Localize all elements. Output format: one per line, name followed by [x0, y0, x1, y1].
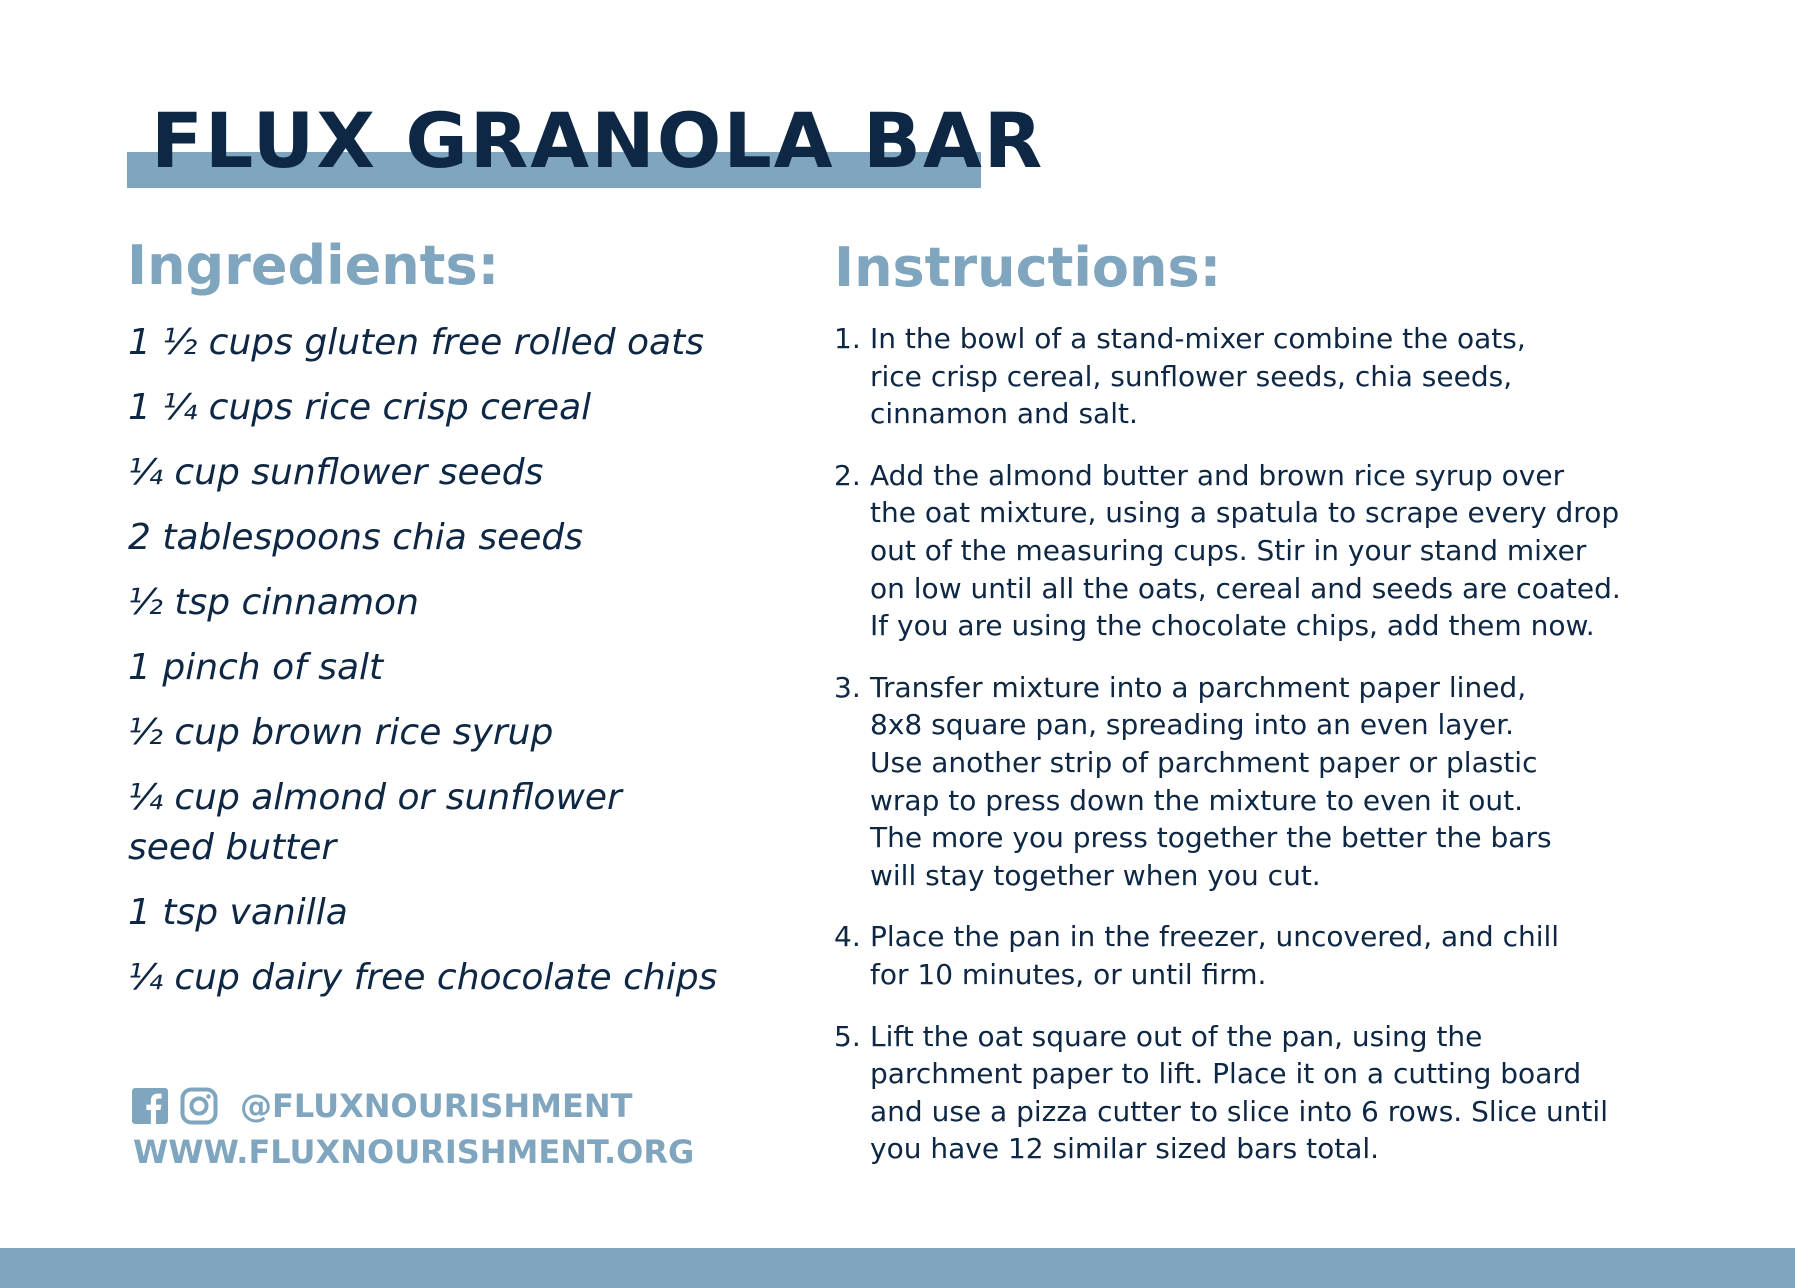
facebook-icon[interactable] [132, 1088, 168, 1124]
ingredient-item: 1 tsp vanilla [128, 892, 348, 933]
step-text: In the bowl of a stand-mixer combine the oats, rice crisp cereal, sunflower seeds, chia seeds, cinnamon and salt. [870, 322, 1526, 431]
ingredient-item: ¼ cup almond or sunflower seed butter [128, 777, 622, 868]
social-row [132, 1084, 632, 1128]
instagram-icon[interactable] [180, 1087, 218, 1125]
ingredient-item: 1 pinch of salt [128, 647, 384, 688]
step-text: Lift the oat square out of the pan, using the parchment paper to lift. Place it on a cutting board and use a pizza cutter to slice into 6 rows. Slice until you have 12 similar sized bars total. [870, 1019, 1608, 1166]
instruction-step [834, 1018, 1769, 1168]
instructions-heading: Instructions: [834, 236, 1222, 299]
title-block [127, 96, 1045, 190]
instruction-step [834, 918, 1769, 993]
footer-band [0, 1248, 1795, 1288]
ingredient-item: ¼ cup dairy free chocolate chips [128, 957, 718, 998]
social-handle[interactable]: @FLUXNOURISHMENT [240, 1087, 633, 1125]
ingredient-item: ¼ cup sunflower seeds [128, 452, 544, 493]
instruction-step [834, 320, 1769, 433]
instruction-step [834, 457, 1769, 645]
instruction-step [834, 669, 1769, 895]
ingredient-item: ½ cup brown rice syrup [128, 712, 554, 753]
ingredient-item: 1 ½ cups gluten free rolled oats [128, 322, 704, 363]
ingredient-item: ½ tsp cinnamon [128, 582, 419, 623]
step-number: 5. [834, 1019, 861, 1053]
instructions-list [834, 320, 1769, 1192]
step-text: Place the pan in the freezer, uncovered, and chill for 10 minutes, or until firm. [870, 920, 1560, 991]
ingredients-heading: Ingredients: [127, 234, 500, 297]
ingredients-list [128, 318, 768, 1018]
ingredient-item: 2 tablespoons chia seeds [128, 517, 583, 558]
ingredient-item: 1 ¼ cups rice crisp cereal [128, 387, 592, 428]
step-number: 1. [834, 322, 861, 355]
step-text: Transfer mixture into a parchment paper lined, 8x8 square pan, spreading into an even layer. Use another strip of parchment paper or plastic wrap to press down the mixture to even it out. The more you press together the better the bars will stay together when you cut. [870, 670, 1552, 892]
page-title: FLUX GRANOLA BAR [151, 96, 1045, 185]
step-number: 2. [834, 458, 861, 492]
website-link[interactable]: WWW.FLUXNOURISHMENT.ORG [133, 1133, 695, 1171]
step-text: Add the almond butter and brown rice syrup over the oat mixture, using a spatula to scrape every drop out of the measuring cups. Stir in your stand mixer on low until all the oats, cereal and seeds are coated. If you are using the chocolate chips, add them now. [870, 458, 1621, 643]
step-number: 4. [834, 920, 861, 954]
step-number: 3. [834, 670, 861, 704]
